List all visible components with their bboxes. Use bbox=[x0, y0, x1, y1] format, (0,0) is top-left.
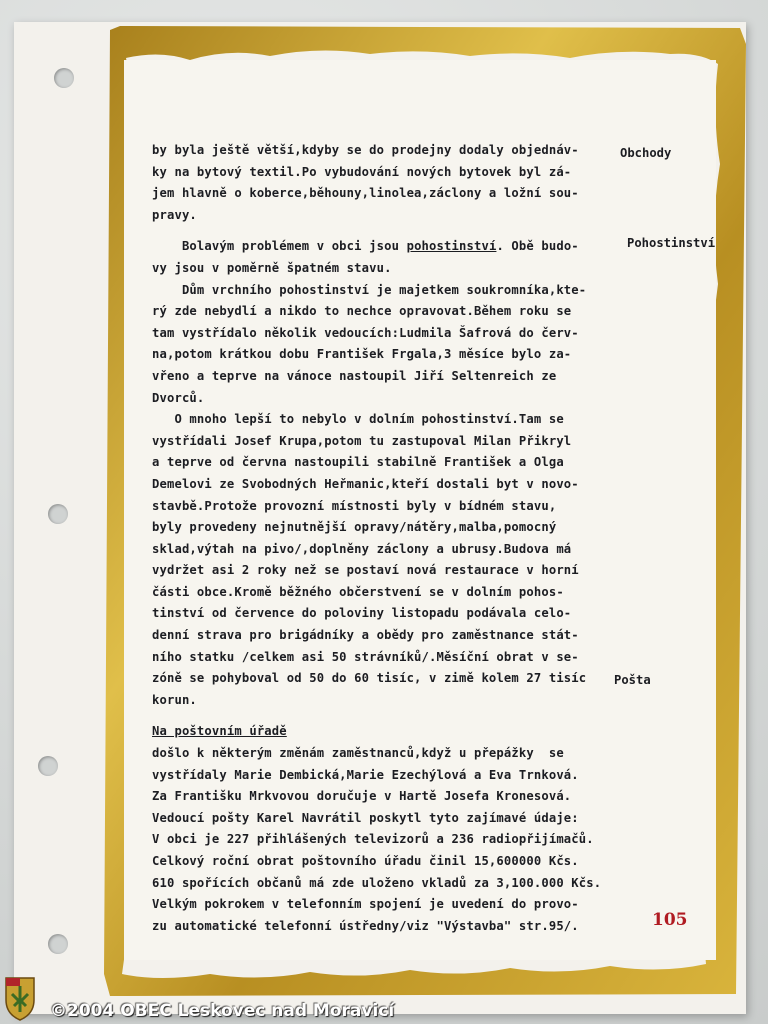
text-fragment: . Obě budo- bbox=[496, 239, 579, 254]
punch-hole bbox=[48, 934, 68, 954]
text-line: vystřídali Josef Krupa,potom tu zastupoval Milan Přikryl bbox=[152, 433, 572, 448]
underlined-term: pohostinství bbox=[406, 239, 497, 254]
text-line: stavbě.Protože provozní místnosti byly v bídném stavu, bbox=[152, 498, 557, 513]
page-number: 105 bbox=[652, 910, 688, 930]
text-line: a teprve od června nastoupili stabilně František a Olga bbox=[152, 455, 564, 470]
text-line: O mnoho lepší to nebylo v dolním pohostinství.Tam se bbox=[152, 412, 564, 427]
text-line: jem hlavně o koberce,běhouny,linolea,záclony a ložní sou- bbox=[152, 186, 579, 201]
text-line: části obce.Kromě běžného občerstvení se v dolním pohos- bbox=[152, 584, 564, 599]
punch-hole bbox=[54, 68, 74, 88]
text-line: zu automatické telefonní ústředny/viz "Výstavba" str.95/. bbox=[152, 918, 579, 933]
text-line: rý zde nebydlí a nikdo to nechce opravovat.Během roku se bbox=[152, 304, 572, 319]
text-line: na,potom krátkou dobu František Frgala,3 měsíce bylo za- bbox=[152, 347, 572, 362]
margin-note-obchody: Obchody bbox=[620, 146, 672, 160]
punch-hole bbox=[38, 756, 58, 776]
municipality-crest-icon bbox=[2, 974, 38, 1022]
text-line: sklad,výtah na pivo/,doplněny záclony a ubrusy.Budova má bbox=[152, 541, 572, 556]
document-body bbox=[152, 140, 622, 937]
text-line: Vedoucí pošty Karel Navrátil poskytl tyto zajímavé údaje: bbox=[152, 810, 579, 825]
text-line: zóně se pohyboval od 50 do 60 tisíc, v zimě kolem 27 tisíc bbox=[152, 671, 587, 686]
text-line: denní strava pro brigádníky a obědy pro zaměstnance stát- bbox=[152, 628, 579, 643]
text-line: pravy. bbox=[152, 207, 197, 222]
pohostinstvi-section bbox=[152, 258, 622, 711]
text-line: ky na bytový textil.Po vybudování nových bytovek byl zá- bbox=[152, 164, 572, 179]
text-line: Demelovi ze Svobodných Heřmanic,kteří dostali byt v novo- bbox=[152, 476, 579, 491]
text-line: ního statku /celkem asi 50 strávníků/.Měsíční obrat v se- bbox=[152, 649, 579, 664]
section-heading-posta: Na poštovním úřadě bbox=[152, 724, 287, 739]
text-line: Za Františku Mrkvovou doručuje v Hartě Josefa Kronesová. bbox=[152, 789, 572, 804]
text-line: vřeno a teprve na vánoce nastoupil Jiří Seltenreich ze bbox=[152, 368, 557, 383]
text-line: Celkový roční obrat poštovního úřadu činil 15,600000 Kčs. bbox=[152, 854, 579, 868]
punch-hole bbox=[48, 504, 68, 524]
text-line: korun. bbox=[152, 692, 197, 707]
text-line: 610 spořících občanů má zde uloženo vkladů za 3,100.000 Kčs. bbox=[152, 875, 602, 890]
text-line: vydržet asi 2 roky než se postaví nová restaurace v horní bbox=[152, 563, 579, 578]
margin-note-pohostinstvi: Pohostinství bbox=[627, 236, 716, 250]
posta-section bbox=[152, 743, 622, 937]
text-line: vystřídaly Marie Dembická,Marie Ezechýlová a Eva Trnková. bbox=[152, 767, 579, 782]
text-line: došlo k některým změnám zaměstnanců,když u přepážky se bbox=[152, 746, 564, 761]
copyright-footer: ©2004 OBEC Leskovec nad Moravicí bbox=[50, 1001, 395, 1021]
text-line bbox=[152, 236, 622, 258]
text-fragment: Bolavým problémem v obci jsou bbox=[152, 239, 407, 254]
text-line: vy jsou v poměrně špatném stavu. bbox=[152, 260, 392, 275]
text-line: tinství od července do poloviny listopadu podávala celo- bbox=[152, 606, 572, 621]
margin-note-posta: Pošta bbox=[614, 673, 651, 687]
text-line: Dům vrchního pohostinství je majetkem soukromníka,kte- bbox=[152, 282, 587, 297]
text-line: Velkým pokrokem v telefonním spojení je uvedení do provo- bbox=[152, 897, 579, 912]
text-line: Dvorců. bbox=[152, 390, 205, 405]
text-line: byly provedeny nejnutnější opravy/nátěry,malba,pomocný bbox=[152, 520, 557, 535]
text-line: by byla ještě větší,kdyby se do prodejny dodaly objednáv- bbox=[152, 143, 579, 157]
text-line: V obci je 227 přihlášených televizorů a 236 radiopřijímačů. bbox=[152, 832, 594, 847]
text-line: tam vystřídalo několik vedoucích:Ludmila Šafrová do červ- bbox=[152, 325, 579, 340]
